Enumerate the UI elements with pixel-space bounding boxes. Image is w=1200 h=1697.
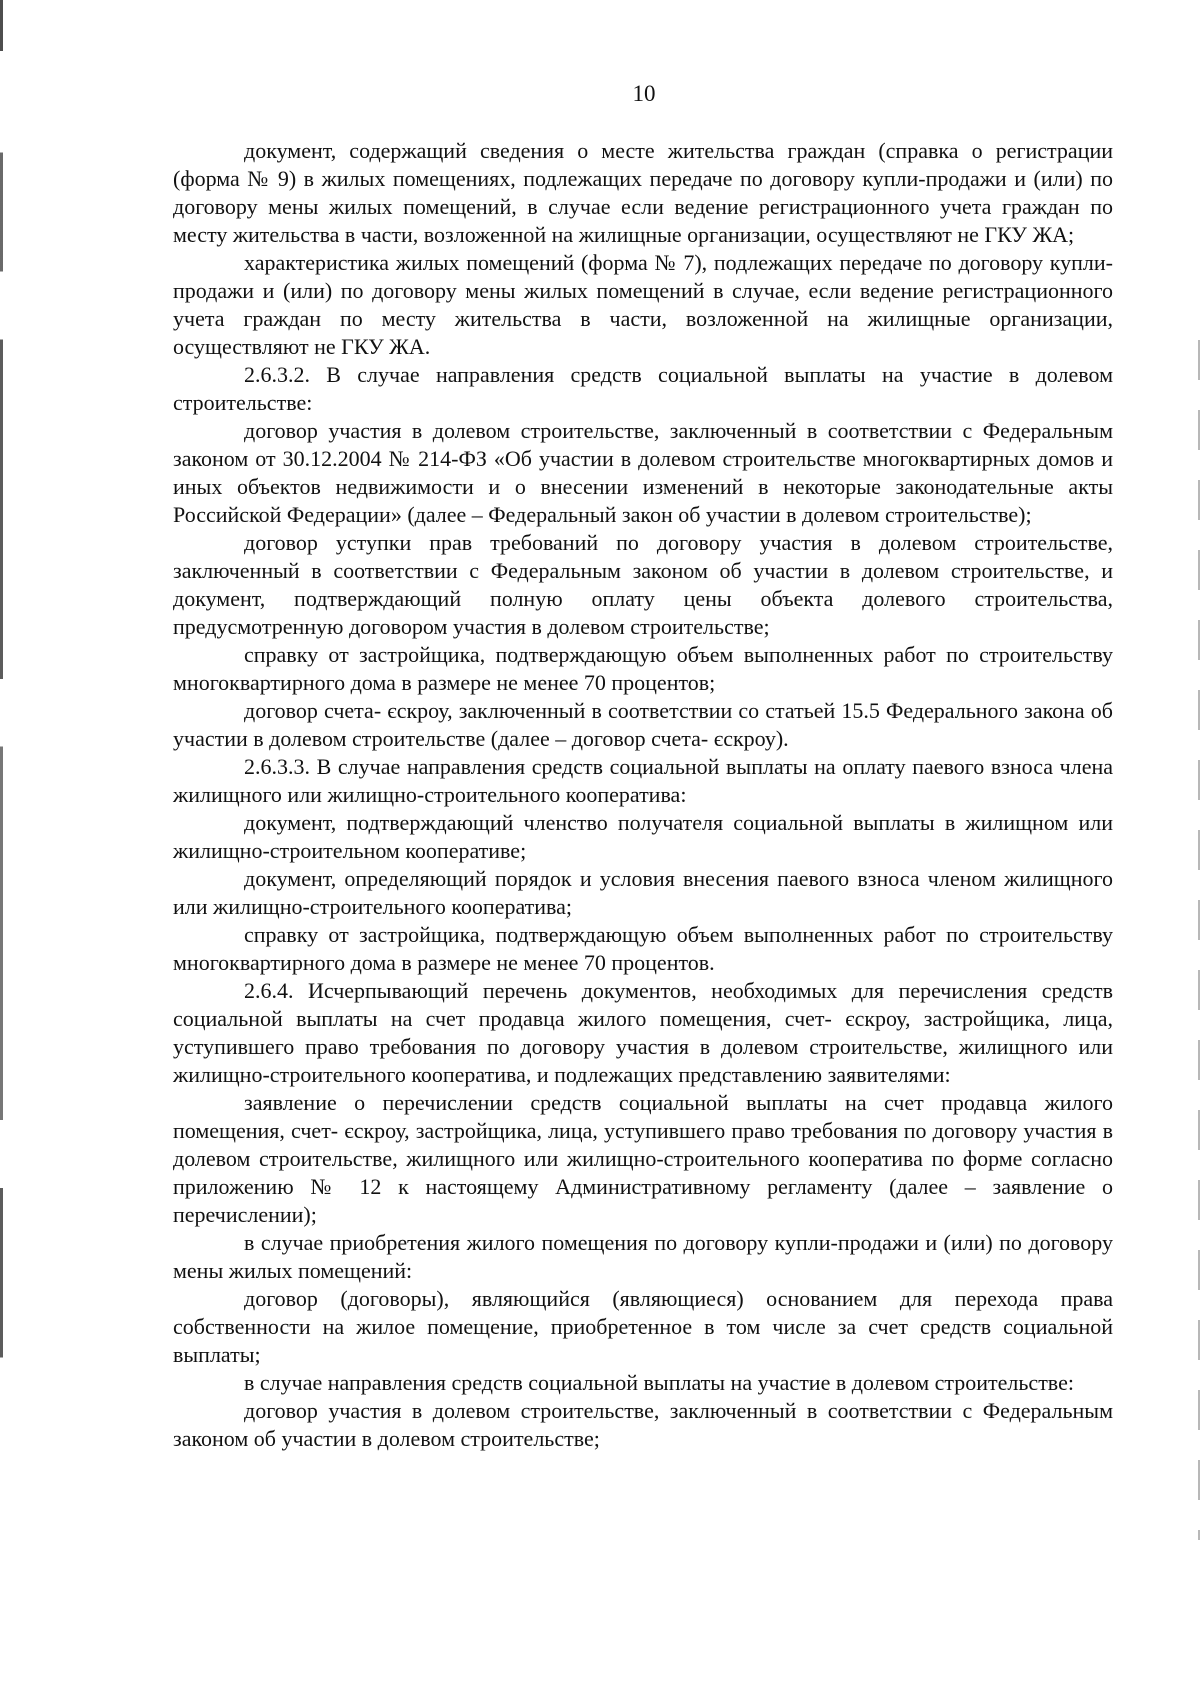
page-number: 10: [632, 81, 656, 106]
paragraph: характеристика жилых помещений (форма № 7), подлежащих передаче по договору купли-продажи и (или) по договору мены жилых помещений в случае, если ведение регистрационного учета граждан по месту жительства в части, возложенной на жилищные организации, осуществляют не ГКУ ЖА.: [173, 250, 1113, 359]
paragraph: документ, определяющий порядок и условия внесения паевого взноса членом жилищного или жилищно-строительного кооператива;: [173, 866, 1113, 919]
paragraph: 2.6.3.3. В случае направления средств социальной выплаты на оплату паевого взноса члена жилищного или жилищно-строительного кооператива:: [173, 754, 1113, 807]
paragraph: 2.6.4. Исчерпывающий перечень документов, необходимых для перечисления средств социальной выплаты на счет продавца жилого помещения, счет- єскроу, застройщика, лица, уступившего право требования по договору участия в долевом строительстве, жилищного или жилищно-строительного кооператива, и подлежащих представлению заявителями:: [173, 978, 1113, 1087]
paragraph: документ, подтверждающий членство получателя социальной выплаты в жилищном или жилищно-строительном кооперативе;: [173, 810, 1113, 863]
paragraph: договор участия в долевом строительстве, заключенный в соответствии с Федеральным законом от 30.12.2004 № 214-ФЗ «Об участии в долевом строительстве многоквартирных домов и иных объектов недвижимости и о внесении изменений в некоторые законодательные акты Российской Федерации» (далее – Федеральный закон об участии в долевом строительстве);: [173, 418, 1113, 527]
scan-left-edge-artifact: [0, 0, 3, 1697]
paragraph: документ, содержащий сведения о месте жительства граждан (справка о регистрации (форма № 9) в жилых помещениях, подлежащих передаче по договору купли-продажи и (или) по договору мены жилых помещений, в случае если ведение регистрационного учета граждан по месту жительства в части, возложенной на жилищные организации, осуществляют не ГКУ ЖА;: [173, 138, 1113, 247]
paragraph: справку от застройщика, подтверждающую объем выполненных работ по строительству многоквартирного дома в размере не менее 70 процентов;: [173, 642, 1113, 695]
paragraph: в случае направления средств социальной выплаты на участие в долевом строительстве:: [244, 1370, 1074, 1395]
paragraph: договор участия в долевом строительстве, заключенный в соответствии с Федеральным законом об участии в долевом строительстве;: [173, 1398, 1113, 1451]
paragraph: договор уступки прав требований по договору участия в долевом строительстве, заключенный в соответствии с Федеральным законом об участии в долевом строительстве, и документ, подтверждающий полную оплату цены объекта долевого строительства, предусмотренную договором участия в долевом строительстве;: [173, 530, 1113, 639]
paragraph: договор (договоры), являющийся (являющиеся) основанием для перехода права собственности на жилое помещение, приобретенное в том числе за счет средств социальной выплаты;: [173, 1286, 1113, 1367]
document-body: [173, 137, 1113, 1453]
paragraph: справку от застройщика, подтверждающую объем выполненных работ по строительству многоквартирного дома в размере не менее 70 процентов.: [173, 922, 1113, 975]
paragraph: заявление о перечислении средств социальной выплаты на счет продавца жилого помещения, счет- єскроу, застройщика, лица, уступившего право требования по договору участия в долевом строительстве, жилищного или жилищно-строительного кооператива по форме согласно приложению № 12 к настоящему Административному регламенту (далее – заявление о перечислении);: [173, 1090, 1113, 1227]
paragraph: договор счета- єскроу, заключенный в соответствии со статьей 15.5 Федерального закона об участии в долевом строительстве (далее – договор счета- єскроу).: [173, 698, 1113, 751]
paragraph: в случае приобретения жилого помещения по договору купли-продажи и (или) по договору мены жилых помещений:: [173, 1230, 1113, 1283]
paragraph: 2.6.3.2. В случае направления средств социальной выплаты на участие в долевом строительстве:: [173, 362, 1113, 415]
